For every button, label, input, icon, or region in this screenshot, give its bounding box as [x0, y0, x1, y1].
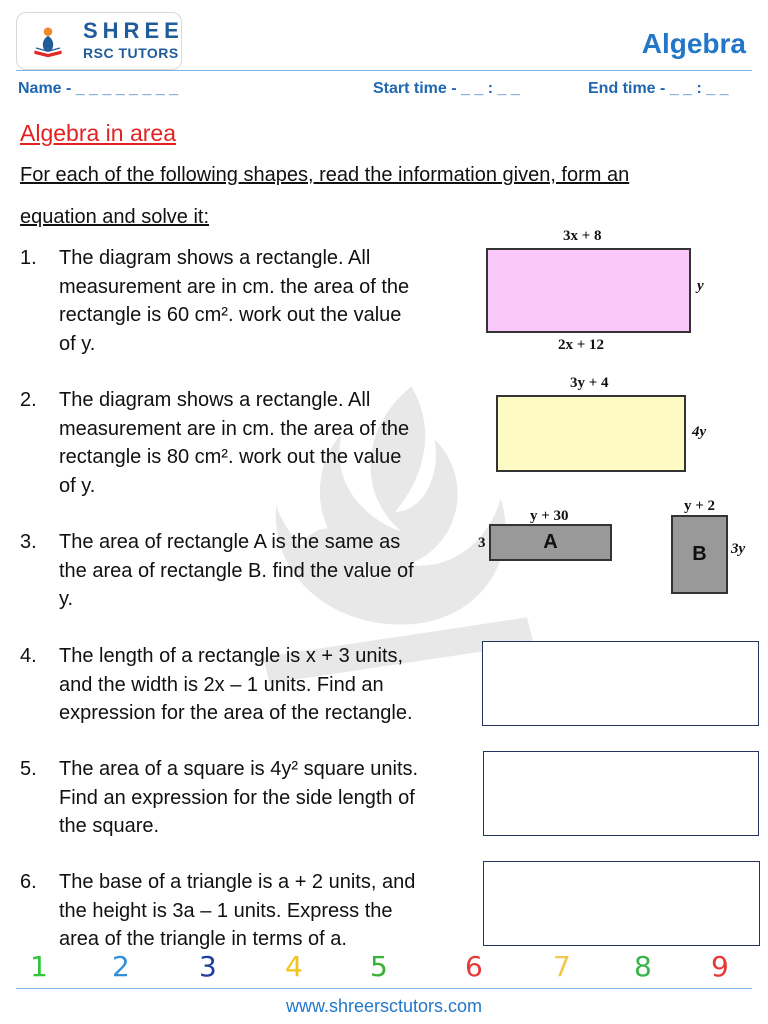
digit-1: 1	[30, 950, 48, 983]
footer-divider	[16, 988, 752, 989]
logo-tagline: RSC TUTORS	[83, 45, 179, 61]
logo-name: SHREE	[83, 18, 184, 43]
q1-side-dimension-label: y	[697, 278, 704, 294]
answer-box-question-4[interactable]	[482, 641, 759, 726]
question-line: area of the triangle in terms of a.	[59, 928, 347, 950]
worksheet-title: Algebra in area	[20, 120, 176, 146]
q3-a-side-dimension-label: 3	[478, 535, 486, 551]
question-line: The area of rectangle A is the same as	[59, 531, 401, 553]
question-number: 6.	[20, 871, 37, 893]
question-line: of y.	[59, 474, 96, 497]
q2-rectangle	[496, 395, 686, 472]
question-line: rectangle is 80 cm². work out the value	[59, 446, 402, 468]
q2-side-dimension-label: 4y	[692, 424, 707, 440]
digit-3: 3	[199, 950, 217, 983]
brand-logo[interactable]	[16, 12, 182, 70]
q1-rectangle	[486, 248, 691, 333]
question-line: the height is 3a – 1 units. Express the	[59, 899, 393, 922]
question-line: measurement are in cm. the area of the	[59, 417, 410, 440]
question-line: The diagram shows a rectangle. All	[59, 389, 371, 411]
digit-4: 4	[285, 950, 303, 983]
answer-box-question-5[interactable]	[483, 751, 759, 836]
start-time-field[interactable]: Start time - _ _ : _ _	[373, 80, 520, 97]
subject-title: Algebra	[641, 28, 746, 59]
question-line: rectangle is 60 cm². work out the value	[59, 304, 402, 326]
reader-emblem-icon	[31, 25, 65, 59]
question-line: The length of a rectangle is x + 3 units,	[59, 645, 404, 667]
digit-6: 6	[465, 950, 483, 983]
answer-box-question-6[interactable]	[483, 861, 760, 946]
question-line: of y.	[59, 332, 96, 355]
question-5	[20, 755, 478, 841]
digit-9: 9	[711, 950, 729, 983]
number-strip	[0, 950, 768, 986]
name-field[interactable]: Name - _ _ _ _ _ _ _ _	[18, 80, 179, 97]
q3-rectangle-b	[671, 515, 728, 594]
question-number: 1.	[20, 247, 37, 269]
instructions-line-1: For each of the following shapes, read the information given, form an	[20, 164, 630, 186]
question-line: measurement are in cm. the area of the	[59, 275, 410, 298]
question-number: 4.	[20, 645, 37, 667]
question-number: 3.	[20, 531, 37, 553]
question-number: 5.	[20, 758, 37, 780]
question-1	[20, 244, 478, 358]
header-divider	[16, 70, 752, 71]
q3-rectangle-a-label: A	[543, 531, 558, 553]
question-line: The base of a triangle is a + 2 units, and	[59, 871, 416, 893]
end-time-field[interactable]: End time - _ _ : _ _	[588, 80, 729, 97]
q3-rectangle-b-label: B	[692, 543, 707, 565]
question-2	[20, 386, 478, 500]
question-line: the area of rectangle B. find the value of	[59, 559, 414, 582]
q3-rectangle-a	[489, 524, 612, 561]
question-3	[20, 528, 478, 614]
footer-website-link[interactable]: www.shreersctutors.com	[285, 996, 483, 1016]
q1-top-dimension-label: 3x + 8	[563, 228, 602, 244]
question-4	[20, 642, 478, 728]
q1-bottom-dimension-label: 2x + 12	[558, 337, 605, 353]
digit-7: 7	[553, 950, 571, 983]
digit-2: 2	[112, 950, 130, 983]
instructions-line-2: equation and solve it:	[20, 206, 210, 228]
q3-b-side-dimension-label: 3y	[731, 541, 746, 557]
question-line: expression for the area of the rectangle.	[59, 702, 413, 724]
digit-8: 8	[634, 950, 652, 983]
digit-5: 5	[370, 950, 388, 983]
question-line: the square.	[59, 815, 160, 837]
question-6	[20, 868, 478, 954]
q3-a-top-dimension-label: y + 30	[530, 508, 569, 524]
question-line: Find an expression for the side length of	[59, 786, 415, 809]
q3-b-top-dimension-label: y + 2	[684, 498, 716, 514]
question-line: y.	[59, 588, 74, 610]
question-line: The diagram shows a rectangle. All	[59, 247, 371, 269]
q2-top-dimension-label: 3y + 4	[570, 375, 609, 391]
question-number: 2.	[20, 389, 37, 411]
question-line: The area of a square is 4y² square units.	[59, 758, 419, 780]
question-line: and the width is 2x – 1 units. Find an	[59, 673, 384, 696]
